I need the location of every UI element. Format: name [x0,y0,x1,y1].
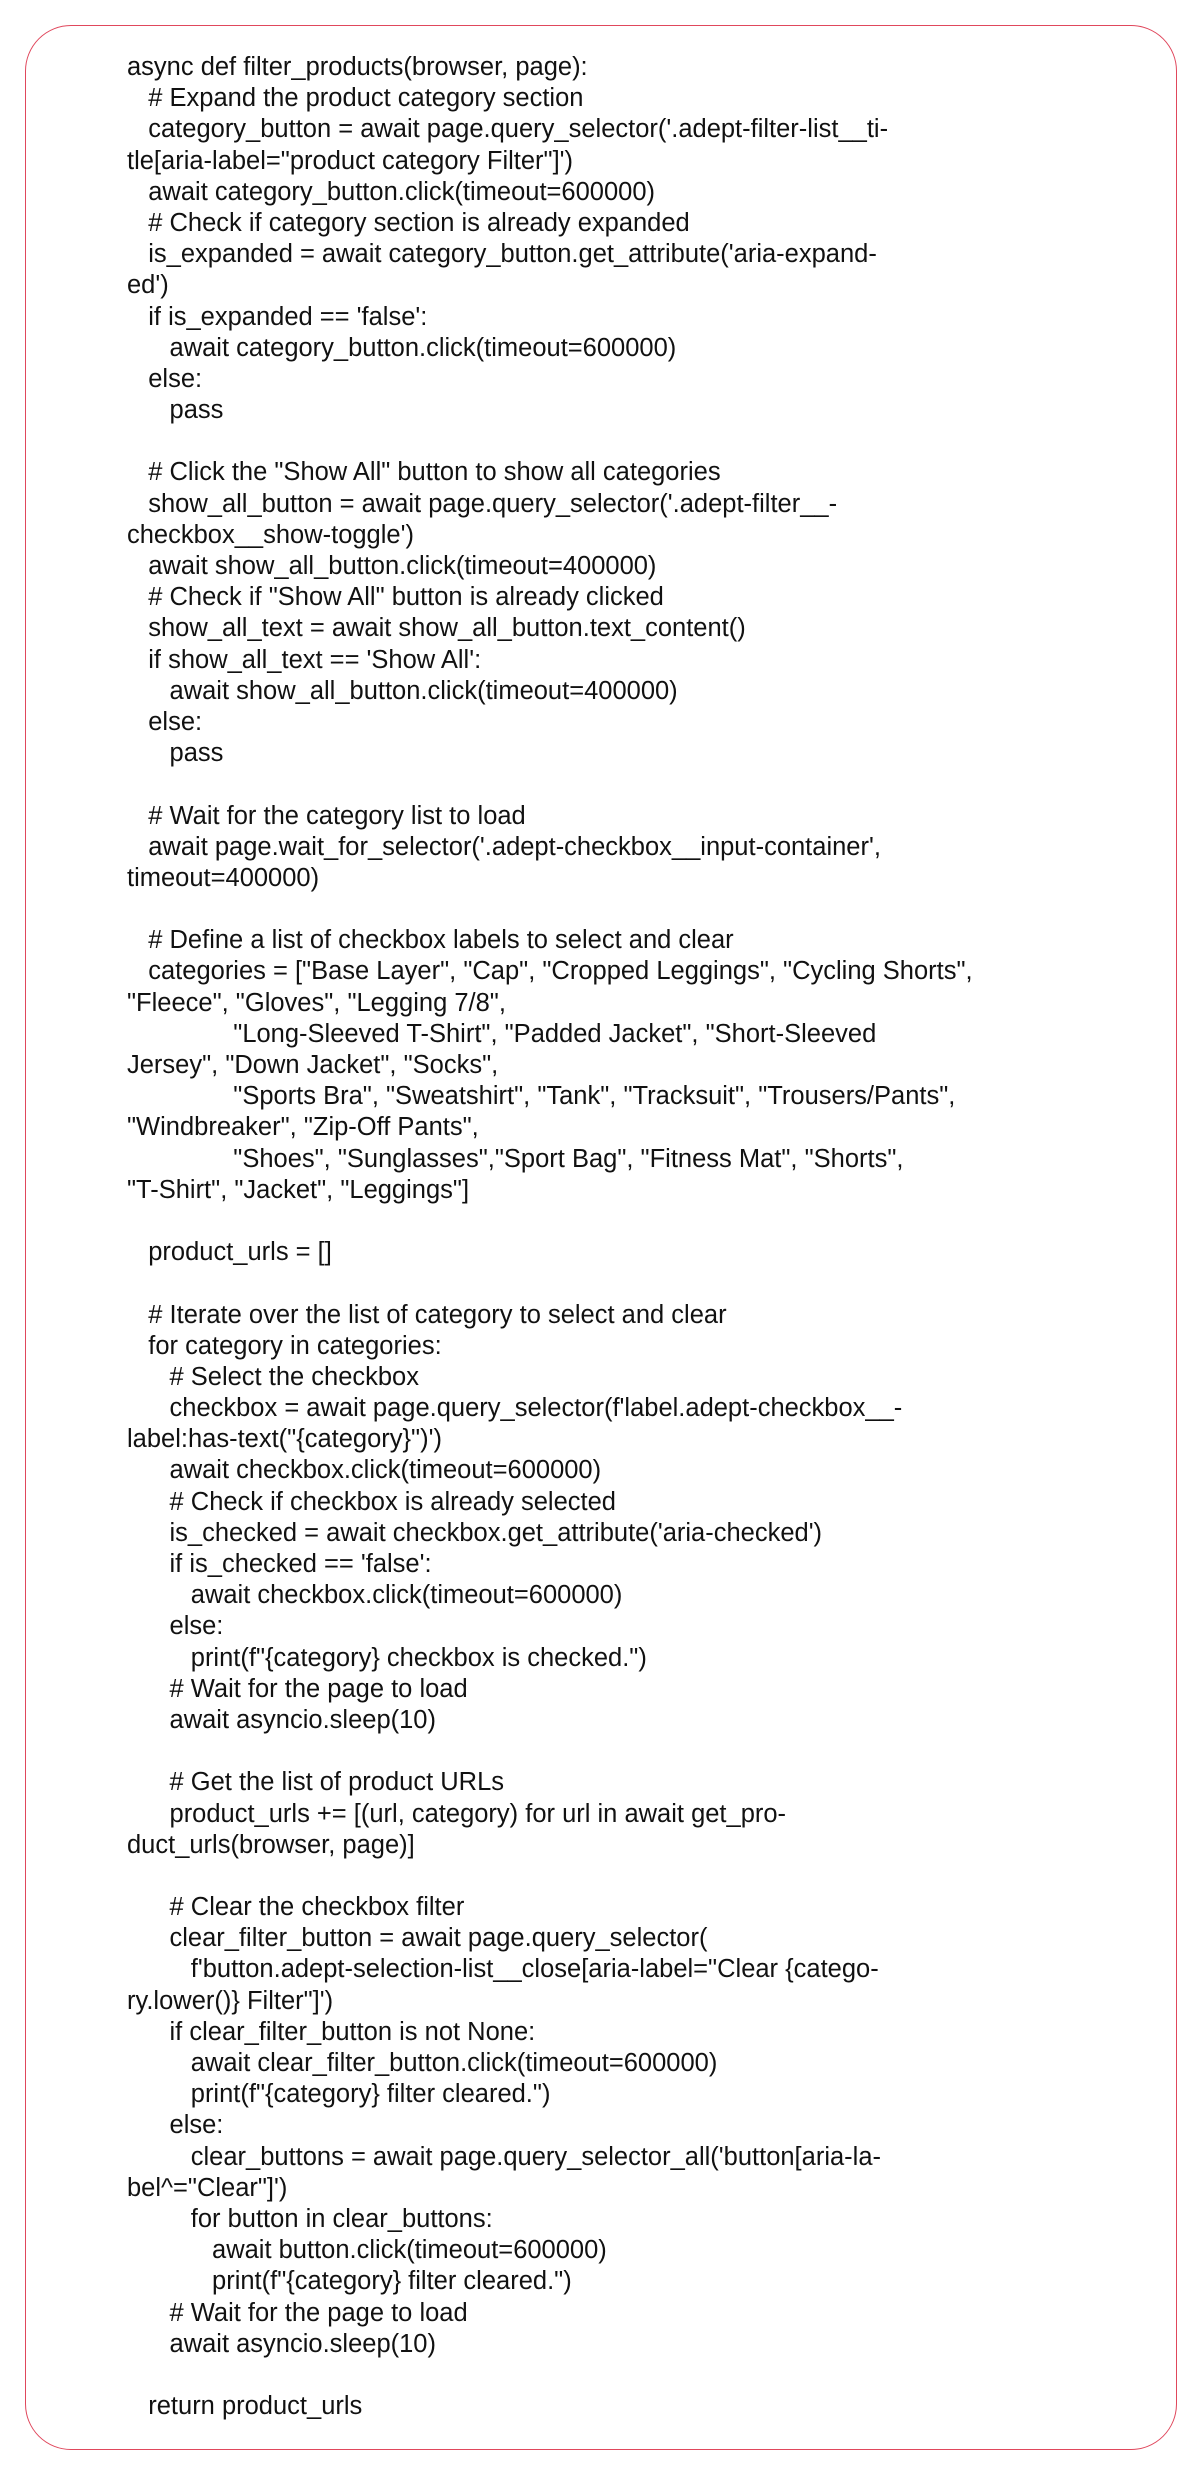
code-line: # Iterate over the list of category to select and clear [127,1300,727,1329]
code-line: else: [127,1612,224,1641]
code-line: # Check if category section is already expanded [127,208,690,237]
code-line: await asyncio.sleep(10) [127,1705,436,1734]
code-line: await checkbox.click(timeout=600000) [127,1581,623,1610]
code-line: if is_expanded == 'false': [127,302,428,331]
code-block [127,52,1087,2422]
code-line: # Define a list of checkbox labels to select and clear [127,926,734,955]
code-line: duct_urls(browser, page)] [127,1830,415,1859]
code-line: clear_filter_button = await page.query_selector( [127,1924,708,1953]
code-line [127,1736,1087,1767]
code-line: await page.wait_for_selector('.adept-checkbox__input-container', [127,832,881,861]
code-line: print(f"{category} filter cleared.") [127,2267,572,2296]
code-line: # Clear the checkbox filter [127,1893,465,1922]
code-line: pass [127,396,224,425]
code-line: "Long-Sleeved T-Shirt", "Padded Jacket", "Short-Sleeved [127,1019,877,1048]
code-line [127,1861,1087,1892]
code-line: "Shoes", "Sunglasses","Sport Bag", "Fitness Mat", "Shorts", [127,1144,904,1173]
code-line: print(f"{category} filter cleared.") [127,2080,551,2109]
code-line: label:has-text("{category}")') [127,1425,442,1454]
code-line: await asyncio.sleep(10) [127,2329,436,2358]
code-line: for button in clear_buttons: [127,2204,493,2233]
code-line: await clear_filter_button.click(timeout=600000) [127,2049,718,2077]
code-line: tle[aria-label="product category Filter"]') [127,146,574,175]
code-line: "Fleece", "Gloves", "Legging 7/8", [127,988,506,1017]
code-line: "Windbreaker", "Zip-Off Pants", [127,1113,479,1142]
code-line: else: [127,364,203,393]
code-line: timeout=400000) [127,863,320,892]
code-line: # Wait for the page to load [127,1674,468,1703]
code-line: if clear_filter_button is not None: [127,2017,536,2046]
code-line [127,894,1087,925]
code-line: is_checked = await checkbox.get_attribute('aria-checked') [127,1518,823,1547]
code-line [127,2360,1087,2391]
code-line: # Wait for the page to load [127,2298,468,2327]
code-line: show_all_text = await show_all_button.text_content() [127,614,746,643]
code-line [127,769,1087,800]
code-line: # Wait for the category list to load [127,801,526,830]
code-line [127,1268,1087,1299]
code-line: await category_button.click(timeout=600000) [127,333,677,362]
code-line: show_all_button = await page.query_selector('.adept-filter__- [127,489,838,518]
code-line: product_urls = [] [127,1238,332,1267]
code-line: else: [127,707,203,736]
code-line: await show_all_button.click(timeout=400000) [127,676,678,705]
code-line: async def filter_products(browser, page): [127,53,588,81]
code-line: return product_urls [127,2392,363,2421]
code-line: # Check if "Show All" button is already clicked [127,583,664,612]
code-line: "T-Shirt", "Jacket", "Leggings"] [127,1175,470,1204]
code-line: category_button = await page.query_selector('.adept-filter-list__ti- [127,115,889,144]
code-line: "Sports Bra", "Sweatshirt", "Tank", "Tracksuit", "Trousers/Pants", [127,1082,956,1111]
code-line: if is_checked == 'false': [127,1550,432,1578]
code-line: product_urls += [(url, category) for url in await get_pro- [127,1799,787,1828]
code-line: if show_all_text == 'Show All': [127,645,482,674]
code-line: await show_all_button.click(timeout=400000) [127,552,657,580]
code-line: Jersey", "Down Jacket", "Socks", [127,1051,499,1079]
code-line: # Check if checkbox is already selected [127,1487,616,1516]
code-line: is_expanded = await category_button.get_attribute('aria-expand- [127,240,877,269]
code-line: await category_button.click(timeout=600000) [127,177,656,206]
code-line [127,1206,1087,1237]
code-line: await button.click(timeout=600000) [127,2236,607,2265]
code-line: for category in categories: [127,1331,442,1360]
code-line: checkbox = await page.query_selector(f'label.adept-checkbox__- [127,1394,903,1423]
code-line: clear_buttons = await page.query_selector_all('button[aria-la- [127,2142,881,2171]
code-line: # Get the list of product URLs [127,1768,504,1797]
code-line: ry.lower()} Filter"]') [127,1986,334,2015]
code-line: ed') [127,271,169,300]
code-line: bel^="Clear"]') [127,2173,288,2202]
code-line: checkbox__show-toggle') [127,520,414,549]
code-line: categories = ["Base Layer", "Cap", "Cropped Leggings", "Cycling Shorts", [127,957,973,986]
code-line: else: [127,2111,224,2140]
code-line: f'button.adept-selection-list__close[aria-label="Clear {catego- [127,1955,879,1984]
code-line: await checkbox.click(timeout=600000) [127,1456,602,1485]
code-line: # Expand the product category section [127,84,584,113]
code-line [127,426,1087,457]
code-line: # Click the "Show All" button to show all categories [127,458,721,487]
code-line: # Select the checkbox [127,1362,419,1391]
code-line: print(f"{category} checkbox is checked.") [127,1643,647,1672]
code-line: pass [127,739,224,768]
